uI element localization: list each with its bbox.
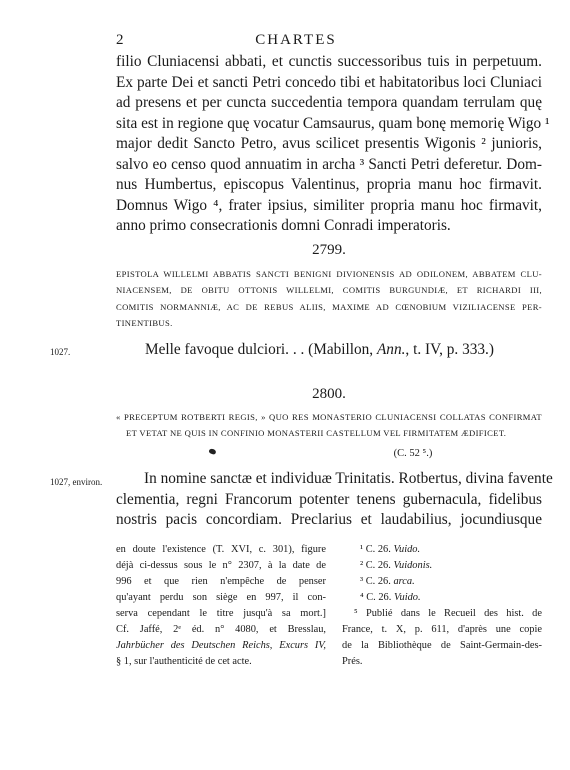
footnote-line: 996 et que rien n'empêche de penser (116, 576, 326, 587)
footnote-5-line: Prés. (342, 656, 363, 667)
footnote-5-line: France, t. X, p. 611, d'après une copie (342, 624, 542, 635)
footnote-text: C. 26. (365, 576, 394, 587)
summary-2800 (116, 409, 542, 442)
footnote-2 (342, 558, 542, 574)
footnote-line: Cf. Jaffé, 2ᵉ éd. n° 4080, et Bresslau, (116, 624, 326, 635)
text-line: nus Humbertus, episcopus Valentinus, propria manu hoc firmavit. (116, 176, 542, 193)
footnote-text: C. 26. (365, 560, 394, 571)
summary-line: COMITIS NORMANNIÆ, AC DE REBUS ALIIS, MAXIME AD CŒNOBIUM VIZILIACENSE PER- (116, 301, 542, 312)
footnote-line: serva cependant le titre jusqu'à sa mort.] (116, 608, 326, 619)
source-reference-2800: (C. 52 ⁵.) (393, 448, 433, 459)
footnote-line: en doute l'existence (T. XVI, c. 301), figure (116, 544, 326, 555)
charter-text-2800 (116, 469, 553, 531)
text-line: Ex parte Dei et sancti Petri concedo tibi et habitatoribus loci Cluniaci (116, 73, 542, 91)
continued-charter-text (116, 52, 550, 237)
footnote-reading: Vuido. (393, 544, 421, 555)
footnote-line: déjà ci-dessus sous le n° 2307, à la date de (116, 560, 326, 571)
document-number-2800: 2800. (312, 386, 346, 402)
text-line: salvo eo censo quod annuatim in archa ³ Sancti Petri deferetur. Dom- (116, 155, 542, 173)
summary-line: « PRECEPTUM ROTBERTI REGIS, » QUO RES MONASTERIO CLUNIACENSI COLLATAS CONFIRMAT (116, 412, 542, 422)
incipit-reference: , t. IV, p. 333.) (405, 341, 494, 358)
margin-date-2800: 1027, environ. (50, 477, 103, 487)
footnote-line: § 1, sur l'authenticité de cet acte. (116, 656, 252, 667)
text-line: anno primo consecrationis domni Conradi imperatoris. (116, 217, 451, 234)
incipit-2799 (145, 341, 570, 359)
footnote-reading: arca. (393, 576, 415, 587)
text-line: In nomine sanctæ et individuæ Trinitatis. Rotbertus, divina favente (144, 470, 553, 487)
footnote-5-line: ⁵ Publié dans le Recueil des hist. de (354, 608, 542, 619)
footnote-5-line: de la Bibliothèque de Saint-Germain-des- (342, 640, 542, 651)
footnote-text: C. 26. (365, 544, 394, 555)
summary-line: ET VETAT NE QUIS IN CONFINIO MONASTERII CASTELLUM VEL FIRMITATEM ÆDIFICET. (126, 428, 507, 439)
text-line: ad presens et per cuncta succedentia tempora quandam terrulam quę (116, 94, 542, 111)
footnote-mark: ⁴ (360, 592, 364, 603)
summary-line: TINENTIBUS. (116, 318, 173, 329)
summary-2799 (116, 266, 542, 332)
footnotes-left-column (116, 542, 326, 670)
text-line: Domnus Wigo ⁴, frater ipsius, similiter propria manu hoc firmavit, (116, 196, 542, 214)
margin-date-2799: 1027. (50, 347, 71, 357)
page-header (116, 32, 476, 50)
footnotes-right-column (342, 542, 542, 670)
text-line: nostris pacis concordiam. Preclarius et laudabilius, jocundiusque (116, 511, 542, 528)
summary-line: EPISTOLA WILLELMI ABBATIS SANCTI BENIGNI DIVIONENSIS AD ODILONEM, ABBATEM CLU- (116, 269, 542, 279)
footnote-mark: ¹ (360, 544, 364, 555)
footnote-text: C. 26. (366, 592, 394, 603)
footnote-reading: Vuido. (393, 592, 421, 603)
footnote-mark: ³ (360, 576, 364, 587)
footnote-1 (342, 542, 542, 558)
footnote-4 (342, 590, 542, 606)
incipit-text: Melle favoque dulciori. . . (Mabillon, (145, 341, 377, 358)
footnote-line: qu'ayant perdu son siège en 997, il con- (116, 592, 326, 603)
footnote-reading: Vuidonis. (393, 560, 433, 571)
summary-line: NIACENSEM, DE OBITU OTTONIS WILLELMI, COMITIS BURGUNDIÆ, ET RICHARDI III, (116, 285, 542, 296)
footnote-mark: ² (360, 560, 364, 571)
text-line: clementia, regni Francorum potenter tenens gubernacula, fidelibus (116, 490, 542, 508)
incipit-reference-italic: Ann. (376, 341, 406, 358)
page-number: 2 (116, 32, 124, 48)
footnote-line: Jahrbücher des Deutschen Reichs, Excurs IV, (116, 640, 326, 651)
running-title: CHARTES (255, 32, 337, 48)
document-number-2799: 2799. (312, 242, 346, 258)
text-line: filio Cluniacensi abbati, et cunctis successoribus tuis in perpetuum. (116, 53, 542, 70)
text-line: major dedit Sancto Petro, avus scilicet presentis Wigonis ² junioris, (116, 135, 542, 152)
text-line: sita est in regione quę vocatur Camsaurus, quam bonę memorię Wigo ¹ (116, 114, 550, 132)
footnote-3 (342, 574, 542, 590)
